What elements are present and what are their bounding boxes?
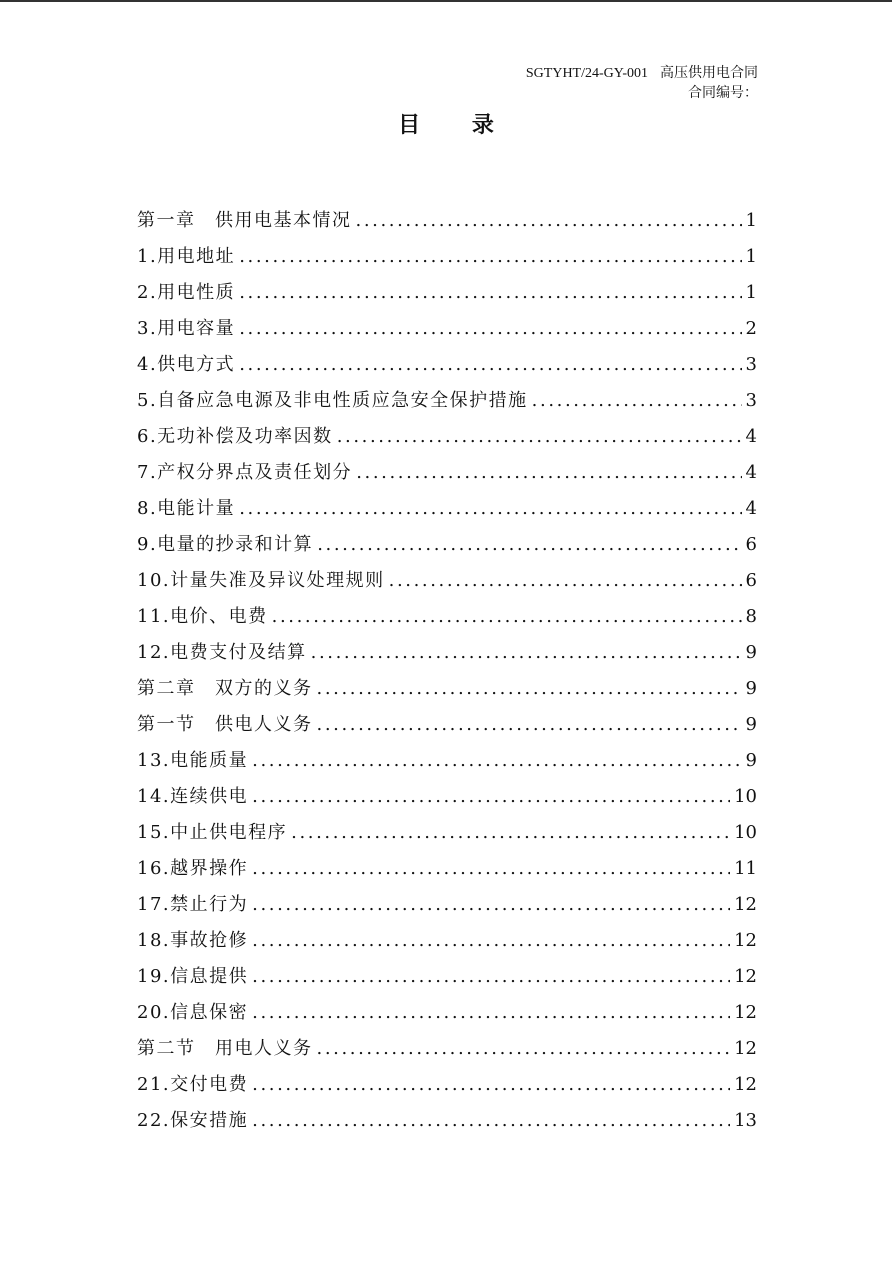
toc-page-number: 2 (745, 318, 757, 339)
toc-entry[interactable] (137, 890, 757, 926)
toc-page-number: 4 (745, 426, 757, 447)
toc-page-number: 12 (734, 930, 757, 951)
toc-entry[interactable] (137, 242, 757, 278)
toc-entry-label: 21.交付电费 (137, 1074, 249, 1095)
toc-entry[interactable] (137, 962, 757, 998)
toc-entry-label: 5.自备应急电源及非电性质应急安全保护措施 (137, 390, 528, 411)
toc-leader-dots (252, 1002, 730, 1023)
toc-leader-dots (239, 354, 741, 375)
toc-entry[interactable] (137, 638, 757, 674)
toc-entry[interactable] (137, 1034, 757, 1070)
toc-entry[interactable] (137, 350, 757, 386)
toc-entry-label: 19.信息提供 (137, 966, 249, 987)
toc-page-number: 12 (734, 1038, 757, 1059)
toc-leader-dots (252, 1074, 730, 1095)
toc-leader-dots (532, 390, 742, 411)
toc-page-number: 12 (734, 1074, 757, 1095)
toc-page-number: 6 (745, 534, 757, 555)
toc-leader-dots (239, 282, 741, 303)
toc-entry[interactable] (137, 1106, 757, 1142)
toc-entry-label: 15.中止供电程序 (137, 822, 288, 843)
toc-entry-label: 12.电费支付及结算 (137, 642, 307, 663)
toc-page-number: 11 (734, 858, 757, 879)
toc-page-number: 3 (745, 354, 757, 375)
toc-page-number: 1 (745, 282, 757, 303)
toc-entry[interactable] (137, 710, 757, 746)
toc-leader-dots (311, 642, 742, 663)
toc-page-number: 13 (734, 1110, 757, 1131)
toc-page-number: 12 (734, 966, 757, 987)
toc-entry-label: 7.产权分界点及责任划分 (137, 462, 353, 483)
toc-entry-label: 4.供电方式 (137, 354, 236, 375)
toc-page-number: 4 (745, 462, 757, 483)
toc-page-number: 6 (745, 570, 757, 591)
toc-page-number: 1 (745, 246, 757, 267)
toc-leader-dots (272, 606, 742, 627)
toc-entry[interactable] (137, 602, 757, 638)
toc-entry[interactable] (137, 854, 757, 890)
toc-leader-dots (252, 966, 730, 987)
toc-entry-label: 第二章 双方的义务 (137, 678, 313, 699)
toc-entry-label: 14.连续供电 (137, 786, 249, 807)
toc-leader-dots (252, 786, 730, 807)
toc-entry-label: 2.用电性质 (137, 282, 236, 303)
document-header (526, 64, 758, 104)
toc-entry-label: 9.电量的抄录和计算 (137, 534, 314, 555)
toc-entry-label: 1.用电地址 (137, 246, 236, 267)
toc-page-number: 1 (745, 210, 757, 231)
toc-leader-dots (356, 210, 742, 231)
table-of-contents (137, 206, 757, 1142)
toc-leader-dots (389, 570, 742, 591)
toc-entry[interactable] (137, 818, 757, 854)
toc-entry-label: 13.电能质量 (137, 750, 249, 771)
toc-entry[interactable] (137, 494, 757, 530)
toc-leader-dots (239, 246, 741, 267)
toc-entry[interactable] (137, 998, 757, 1034)
toc-leader-dots (252, 858, 730, 879)
toc-leader-dots (252, 894, 730, 915)
toc-leader-dots (317, 678, 742, 699)
toc-entry-label: 6.无功补偿及功率因数 (137, 426, 333, 447)
toc-entry[interactable] (137, 314, 757, 350)
toc-page-number: 9 (745, 714, 757, 735)
toc-leader-dots (252, 930, 730, 951)
toc-leader-dots (252, 1110, 730, 1131)
contract-number-label: 合同编号： (688, 86, 758, 101)
toc-entry-label: 8.电能计量 (137, 498, 236, 519)
toc-entry[interactable] (137, 278, 757, 314)
toc-entry[interactable] (137, 1070, 757, 1106)
toc-page-number: 9 (745, 750, 757, 771)
toc-page-number: 9 (745, 642, 757, 663)
toc-leader-dots (356, 462, 741, 483)
toc-entry-label: 3.用电容量 (137, 318, 236, 339)
toc-leader-dots (337, 426, 742, 447)
toc-page-number: 9 (745, 678, 757, 699)
page-title: 目 录 (398, 112, 516, 138)
toc-entry[interactable] (137, 458, 757, 494)
header-line-1 (526, 64, 758, 84)
toc-page-number: 12 (734, 894, 757, 915)
toc-entry-label: 22.保安措施 (137, 1110, 249, 1131)
page-top-border (0, 0, 892, 2)
toc-entry[interactable] (137, 782, 757, 818)
toc-leader-dots (252, 750, 741, 771)
toc-entry[interactable] (137, 386, 757, 422)
toc-leader-dots (291, 822, 730, 843)
toc-entry[interactable] (137, 566, 757, 602)
toc-entry-label: 10.计量失准及异议处理规则 (137, 570, 385, 591)
toc-leader-dots (239, 318, 741, 339)
toc-entry[interactable] (137, 746, 757, 782)
toc-leader-dots (317, 1038, 731, 1059)
toc-page-number: 10 (734, 786, 757, 807)
contract-code: SGTYHT/24-GY-001 (525, 66, 648, 81)
toc-leader-dots (317, 534, 741, 555)
toc-entry-label: 16.越界操作 (137, 858, 249, 879)
toc-entry-label: 第二节 用电人义务 (137, 1038, 313, 1059)
toc-page-number: 3 (745, 390, 757, 411)
toc-entry-label: 20.信息保密 (137, 1002, 249, 1023)
toc-entry-label: 17.禁止行为 (137, 894, 249, 915)
toc-entry-label: 第一章 供用电基本情况 (137, 210, 352, 231)
toc-page-number: 10 (734, 822, 757, 843)
document-name: 高压供用电合同 (660, 66, 758, 81)
toc-leader-dots (317, 714, 742, 735)
toc-page-number: 12 (734, 1002, 757, 1023)
toc-entry[interactable] (137, 422, 757, 458)
toc-leader-dots (239, 498, 741, 519)
toc-entry-label: 18.事故抢修 (137, 930, 249, 951)
toc-entry[interactable] (137, 530, 757, 566)
toc-entry-label: 第一节 供电人义务 (137, 714, 313, 735)
toc-entry[interactable] (137, 206, 757, 242)
toc-entry[interactable] (137, 674, 757, 710)
toc-page-number: 4 (745, 498, 757, 519)
toc-entry[interactable] (137, 926, 757, 962)
toc-entry-label: 11.电价、电费 (137, 606, 268, 627)
toc-page-number: 8 (745, 606, 757, 627)
